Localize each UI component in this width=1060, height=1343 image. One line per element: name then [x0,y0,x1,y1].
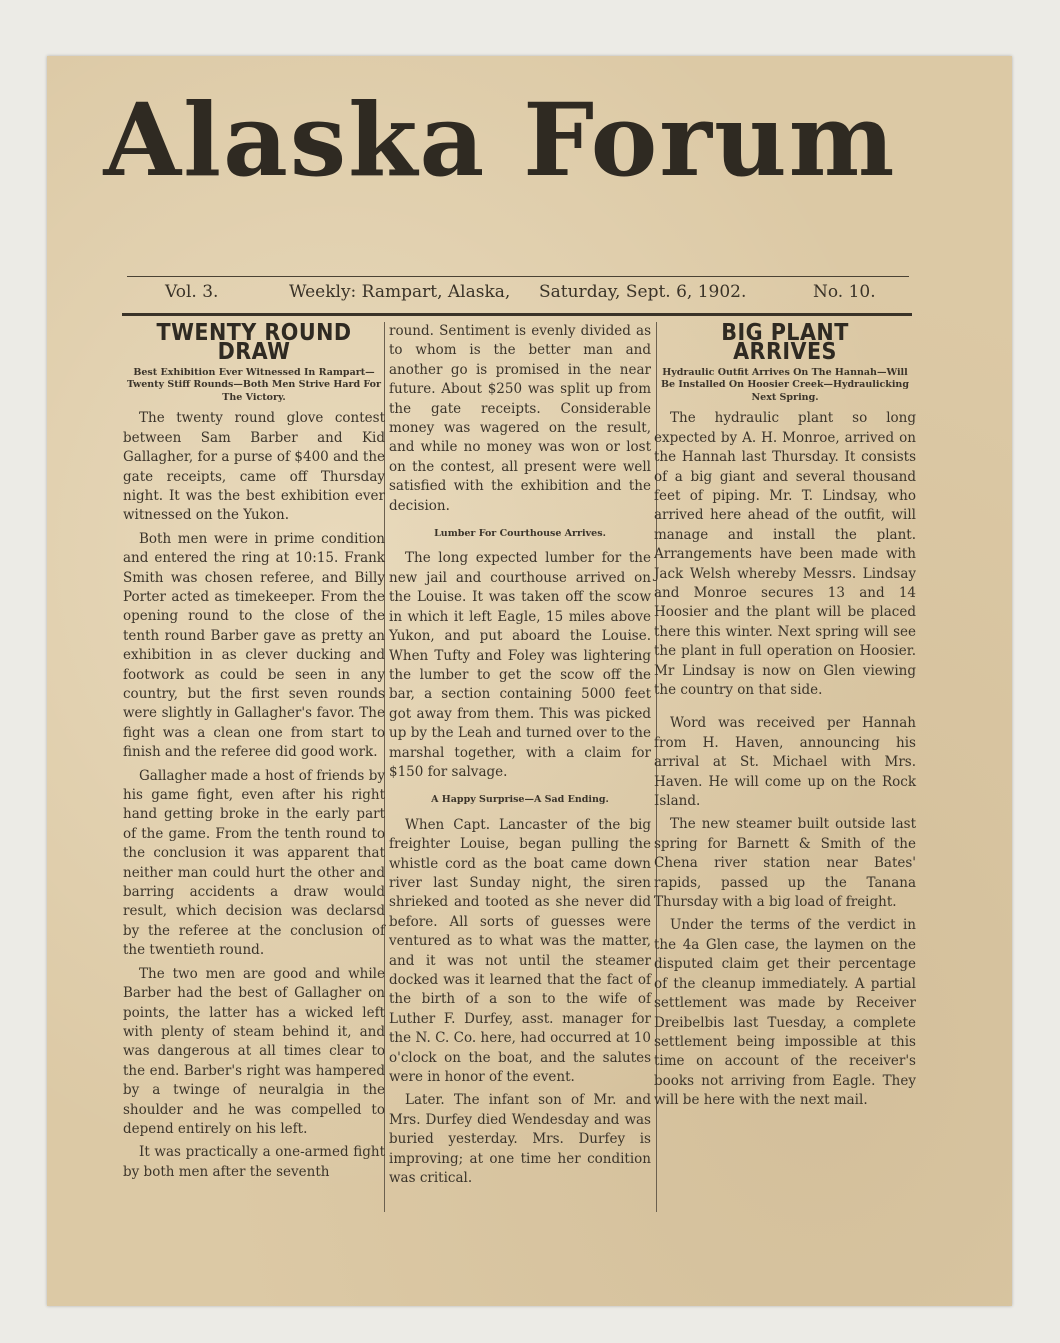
masthead-rule-bottom [122,313,912,316]
issue-date: Saturday, Sept. 6, 1902. [539,282,747,302]
paragraph-spacer [654,704,916,714]
publication-place: Weekly: Rampart, Alaska, [289,282,511,302]
article-deck: Best Exhibition Ever Witnessed In Rampart—Twenty Stiff Rounds—Both Men Strive Hard For The Victory. [127,366,381,403]
article-paragraph: When Capt. Lancaster of the big freighter Louise, began pulling the whistle cord as the boat came down river last Sunday night, the siren shrieked and tooted as she never did before. All sorts of guesses were ventured as to what was the matter, and it was not until the steamer docked was it learned that the fact of the birth of a son to the wife of Luther F. Durfey, asst. manager for the N. C. Co. here, had occurred at 10 o'clock on the boat, and the salutes were in honor of the event. [389,816,651,1086]
masthead-rule-top [127,276,909,277]
article-paragraph: The long expected lumber for the new jail and courthouse arrived on the Louise. It was taken off the scow in which it left Eagle, 15 miles above Yukon, and put aboard the Louise. When Tufty and Foley was lightering the lumber to get the scow off the bar, a section containing 5000 feet got away from them. This was picked up by the Leah and turned over to the marshal together, with a claim for $150 for salvage. [389,550,651,780]
issue-number: No. 10. [813,282,876,302]
brevity-paragraph: The new steamer built outside last spring for Barnett & Smith of the Chena river station near Bates' rapids, passed up the Tanana Thursday with a big load of freight. [654,816,916,911]
article-deck: Hydraulic Outfit Arrives On The Hannah—Will Be Installed On Hoosier Creek—Hydraulicking Next Spring. [661,366,909,403]
brevity-paragraph: Word was received per Hannah from H. Haven, announcing his arrival at St. Michael with Mrs. Haven. He will come up on the Rock Island. [654,715,916,810]
dateline [127,282,909,310]
masthead-title: Alaska Forum [103,81,897,199]
article-paragraph: Later. The infant son of Mr. and Mrs. Durfey died Wendesday and was buried yesterday. Mrs. Durfey is improving; at one time her condition was critical. [389,1092,651,1187]
column-2 [389,322,651,1192]
article-subhead: A Happy Surprise—A Sad Ending. [431,794,609,806]
article-subhead: Lumber For Courthouse Arrives. [434,528,606,540]
brevity-paragraph: Under the terms of the verdict in the 4a Glen case, the laymen on the disputed claim get their percentage of the cleanup immediately. A partial settlement was made by Receiver Dreibelbis last Tuesday, a complete settlement being impossible at this time on account of the receiver's books not arriving from Eagle. They will be here with the next mail. [654,917,916,1109]
article-paragraph: It was practically a one-armed fight by both men after the seventh [123,1144,385,1180]
article-paragraph: The hydraulic plant so long expected by A. H. Monroe, arrived on the Hannah last Thursday. It consists of a big giant and several thousand feet of piping. Mr. T. Lindsay, who arrived here ahead of the outfit, will manage and install the plant. Arrangements have been made with Jack Welsh whereby Messrs. Lindsay and Monroe secures 13 and 14 Hoosier and the plant will be placed there this winter. Next spring will see the plant in full operation on Hoosier. Mr Lindsay is now on Glen viewing the country on that side. [654,410,916,698]
article-paragraph: The twenty round glove contest between Sam Barber and Kid Gallagher, for a purse of $400 and the gate receipts, came off Thursday night. It was the best exhibition ever witnessed on the Yukon. [123,410,385,524]
article-paragraph: The two men are good and while Barber had the best of Gallagher on points, the latter has a wicked left with plenty of steam behind it, and was dangerous at all times clear to the end. Barber's right was hampered by a twinge of neuralgia in the shoulder and he was compelled to depend entirely on his left. [123,965,385,1137]
article-paragraph: round. Sentiment is evenly divided as to whom is the better man and another go is promised in the near future. About $250 was split up from the gate receipts. Considerable money was wagered on the result, and while no money was won or lost on the contest, all present were well satisfied with the exhibition and the decision. [389,323,651,514]
article-paragraph: Both men were in prime condition and entered the ring at 10:15. Frank Smith was chosen referee, and Billy Porter acted as timekeeper. From the opening round to the close of the tenth round Barber gave as pretty an exhibition in as clever ducking and footwork as could be seen in any country, but the first seven rounds were slightly in Gallagher's favor. The fight was a clean one from start to finish and the referee did good work. [123,530,385,761]
column-1 [123,322,385,1186]
article-headline: BIG PLANT ARRIVES [721,320,849,366]
article-paragraph: Gallagher made a host of friends by his game fight, even after his right hand getting broke in the early part of the game. From the tenth round to the conclusion it was apparent that neither man could hurt the other and barring accidents a draw would result, which decision was declarsd by the referee at the conclusion of the twentieth round. [123,767,385,959]
volume-number: Vol. 3. [165,282,219,302]
column-3 [654,322,916,1115]
article-headline: TWENTY ROUND DRAW [156,320,352,366]
